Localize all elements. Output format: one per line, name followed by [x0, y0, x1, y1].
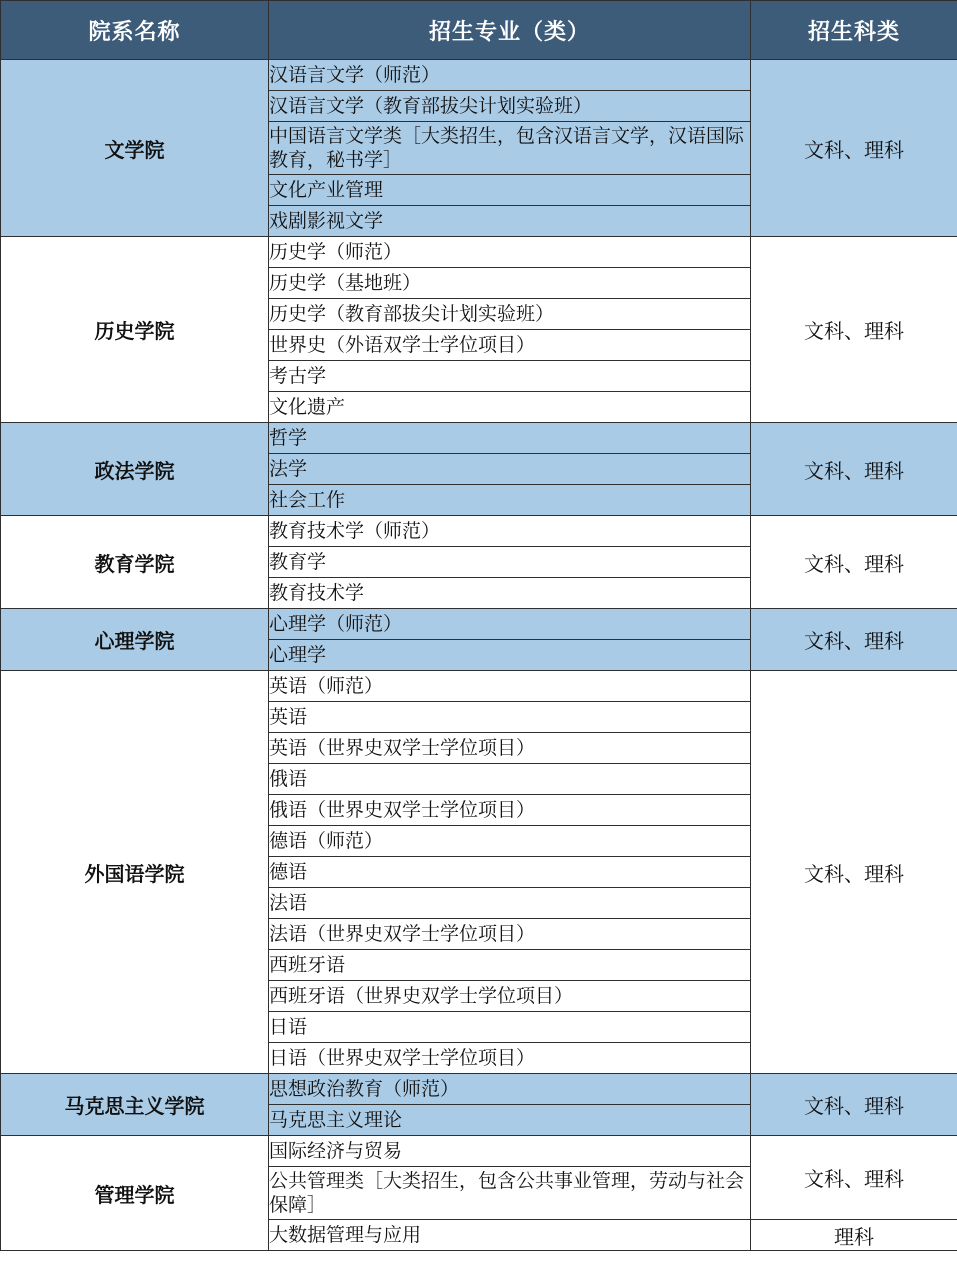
major-name: 中国语言文学类［大类招生，包含汉语言文学，汉语国际教育，秘书学］ — [269, 122, 751, 175]
major-name: 俄语（世界史双学士学位项目） — [269, 795, 751, 826]
college-name: 马克思主义学院 — [1, 1074, 269, 1136]
header-college: 院系名称 — [1, 1, 269, 60]
category-cell: 文科、理科 — [751, 237, 957, 423]
major-name: 英语（世界史双学士学位项目） — [269, 733, 751, 764]
category-cell: 文科、理科 — [751, 609, 957, 671]
major-name: 法语 — [269, 888, 751, 919]
major-name: 历史学（教育部拔尖计划实验班） — [269, 299, 751, 330]
header-major: 招生专业（类） — [269, 1, 751, 60]
major-name: 德语 — [269, 857, 751, 888]
major-name: 西班牙语（世界史双学士学位项目） — [269, 981, 751, 1012]
major-name: 教育学 — [269, 547, 751, 578]
table-row — [1, 60, 957, 91]
major-name: 日语 — [269, 1012, 751, 1043]
major-name: 西班牙语 — [269, 950, 751, 981]
major-name: 思想政治教育（师范） — [269, 1074, 751, 1105]
category-cell: 理科 — [751, 1220, 957, 1251]
category-cell: 文科、理科 — [751, 516, 957, 609]
major-name: 公共管理类［大类招生，包含公共事业管理，劳动与社会保障］ — [269, 1167, 751, 1220]
major-name: 德语（师范） — [269, 826, 751, 857]
header-category: 招生科类 — [751, 1, 957, 60]
major-name: 英语（师范） — [269, 671, 751, 702]
major-name: 历史学（师范） — [269, 237, 751, 268]
category-cell: 文科、理科 — [751, 671, 957, 1074]
major-name: 教育技术学 — [269, 578, 751, 609]
college-name: 政法学院 — [1, 423, 269, 516]
category-cell: 文科、理科 — [751, 423, 957, 516]
table-body — [1, 60, 957, 1251]
college-name: 历史学院 — [1, 237, 269, 423]
major-name: 考古学 — [269, 361, 751, 392]
major-name: 心理学（师范） — [269, 609, 751, 640]
major-name: 世界史（外语双学士学位项目） — [269, 330, 751, 361]
category-cell: 文科、理科 — [751, 1074, 957, 1136]
major-name: 戏剧影视文学 — [269, 206, 751, 237]
college-name: 外国语学院 — [1, 671, 269, 1074]
header-row — [1, 1, 957, 60]
major-name: 汉语言文学（师范） — [269, 60, 751, 91]
major-name: 文化产业管理 — [269, 175, 751, 206]
major-name: 国际经济与贸易 — [269, 1136, 751, 1167]
table-row — [1, 1136, 957, 1167]
major-name: 心理学 — [269, 640, 751, 671]
category-cell: 文科、理科 — [751, 1136, 957, 1220]
major-name: 教育技术学（师范） — [269, 516, 751, 547]
college-name: 教育学院 — [1, 516, 269, 609]
major-name: 法语（世界史双学士学位项目） — [269, 919, 751, 950]
college-name: 心理学院 — [1, 609, 269, 671]
major-name: 法学 — [269, 454, 751, 485]
table-row — [1, 1074, 957, 1105]
table-row — [1, 516, 957, 547]
major-name: 文化遗产 — [269, 392, 751, 423]
major-name: 俄语 — [269, 764, 751, 795]
table-row — [1, 671, 957, 702]
college-name: 文学院 — [1, 60, 269, 237]
major-name: 大数据管理与应用 — [269, 1220, 751, 1251]
major-name: 英语 — [269, 702, 751, 733]
table-row — [1, 423, 957, 454]
category-cell: 文科、理科 — [751, 60, 957, 237]
major-name: 汉语言文学（教育部拔尖计划实验班） — [269, 91, 751, 122]
major-name: 日语（世界史双学士学位项目） — [269, 1043, 751, 1074]
major-name: 历史学（基地班） — [269, 268, 751, 299]
major-name: 马克思主义理论 — [269, 1105, 751, 1136]
major-name: 社会工作 — [269, 485, 751, 516]
major-name: 哲学 — [269, 423, 751, 454]
table-row — [1, 609, 957, 640]
college-name: 管理学院 — [1, 1136, 269, 1251]
table-row — [1, 237, 957, 268]
